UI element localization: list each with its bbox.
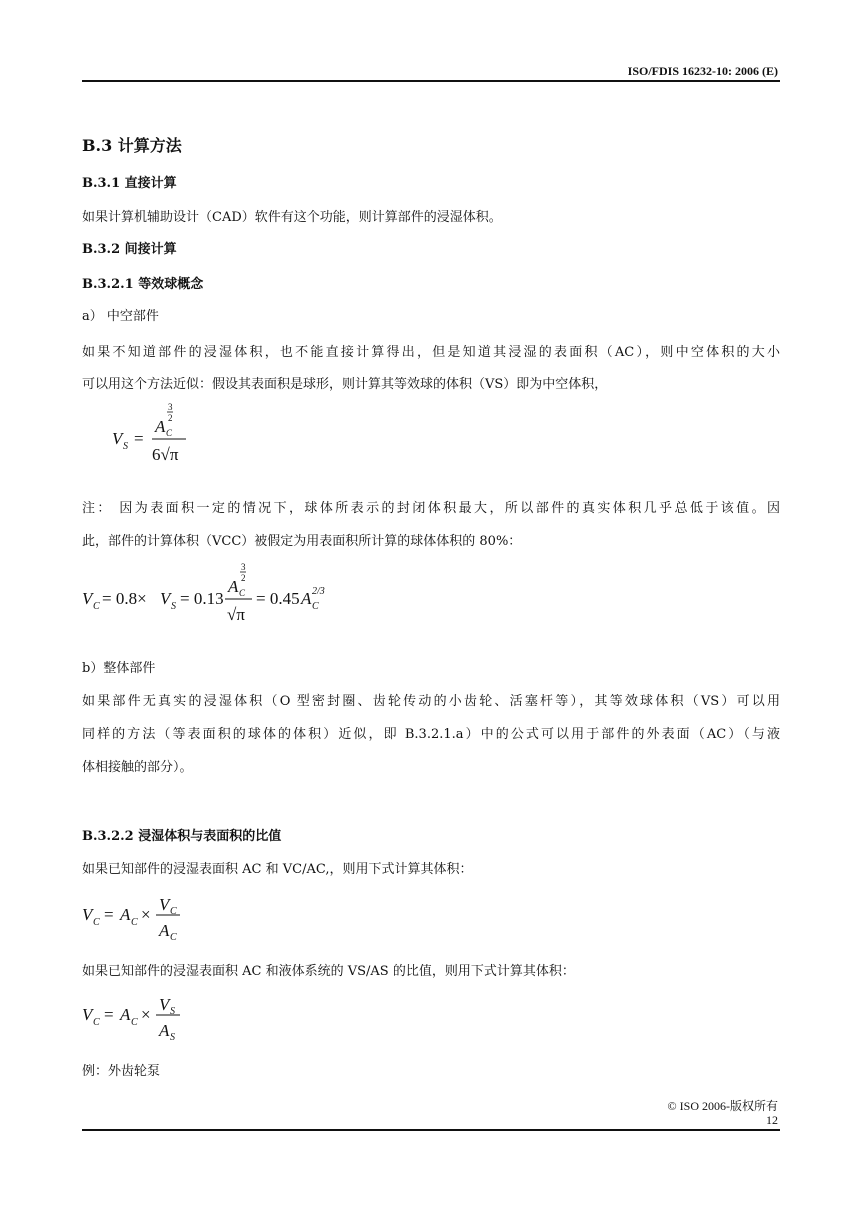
f2-f-exp: 2/3 xyxy=(312,586,325,597)
f3-a-sub: C xyxy=(131,917,138,928)
note-line1: 注： 因为表面积一定的情况下，球体所表示的封闭体积最大，所以部件的真实体积几乎总低于该值。因 xyxy=(82,501,780,516)
f2-f-sub: C xyxy=(312,601,319,612)
f4-eq: = xyxy=(104,1005,114,1024)
f1-den: 6√π xyxy=(152,445,179,464)
f2-f: A xyxy=(301,589,312,608)
f2-a: V xyxy=(82,589,93,608)
item-a-label: a） 中空部件 xyxy=(82,309,159,324)
footer-page-number: 12 xyxy=(766,1113,778,1127)
f2-num: A xyxy=(228,577,239,596)
f1-equals: = xyxy=(134,429,144,448)
para-b-line2: 同样的方法（等表面积的球体的体积）近似，即 B.3.2.1.a）中的公式可以用于部件的外表面（AC）（与液 xyxy=(82,727,780,742)
f3-den-sub: C xyxy=(170,932,177,943)
f4-den-sub: S xyxy=(170,1032,175,1043)
f2-e: = 0.45 xyxy=(256,589,300,608)
f1-lhs: V xyxy=(112,429,123,448)
f4-a-sub: C xyxy=(131,1017,138,1028)
f3-eq: = xyxy=(104,905,114,924)
f3-num-sub: C xyxy=(170,906,177,917)
example-label: 例：外齿轮泵 xyxy=(82,1064,161,1079)
f3-a: A xyxy=(120,905,131,924)
section-b321-title: B.3.2.1 等效球概念 xyxy=(82,277,204,292)
f3-lhs: V xyxy=(82,905,93,924)
para-a-line1: 如果不知道部件的浸湿体积，也不能直接计算得出，但是知道其浸湿的表面积（AC），则中空体积的大小 xyxy=(82,345,780,360)
footer-rule xyxy=(82,1129,780,1131)
f1-lhs-sub: S xyxy=(123,441,128,452)
section-b32-title: B.3.2 间接计算 xyxy=(82,242,177,257)
section-b3-title: B.3 计算方法 xyxy=(82,136,182,155)
f4-num-sub: S xyxy=(170,1006,175,1017)
formula-vs xyxy=(110,398,230,468)
f3-lhs-sub: C xyxy=(93,917,100,928)
f2-a-sub: C xyxy=(93,601,100,612)
para-a-line2: 可以用这个方法近似：假设其表面积是球形，则计算其等效球的体积（VS）即为中空体积， xyxy=(82,377,608,392)
formula-vc-ratio-c xyxy=(80,890,200,950)
f4-times: × xyxy=(141,1005,151,1024)
f4-den: A xyxy=(159,1021,170,1040)
f2-d: = 0.13 xyxy=(180,589,224,608)
header-doc-id: ISO/FDIS 16232-10: 2006 (E) xyxy=(627,64,778,78)
f1-num: A xyxy=(155,417,166,436)
f2-num-sub: C xyxy=(239,588,246,598)
f4-lhs: V xyxy=(82,1005,93,1024)
para-b-line3: 体相接触的部分）。 xyxy=(82,760,193,775)
section-b31-title: B.3.1 直接计算 xyxy=(82,176,177,191)
f4-a: A xyxy=(120,1005,131,1024)
item-b-label: b）整体部件 xyxy=(82,661,156,676)
f2-exp-den: 2 xyxy=(241,573,246,583)
f3-times: × xyxy=(141,905,151,924)
f2-c-sub: S xyxy=(171,601,176,612)
f4-num: V xyxy=(159,995,170,1014)
formula-vc-approx xyxy=(80,560,360,630)
para-b-line1: 如果部件无真实的浸湿体积（O 型密封圈、齿轮传动的小齿轮、活塞杆等），其等效球体积（VS）可以用 xyxy=(82,694,780,709)
f1-num-sub: C xyxy=(166,428,173,438)
header-rule xyxy=(82,80,780,82)
f3-num: V xyxy=(159,895,170,914)
f3-den: A xyxy=(159,921,170,940)
formula-vc-ratio-s xyxy=(80,990,200,1050)
section-b322-title: B.3.2.2 浸湿体积与表面积的比值 xyxy=(82,829,282,844)
f2-b: = 0.8× xyxy=(102,589,147,608)
f1-exp-num: 3 xyxy=(168,402,173,412)
f2-c: V xyxy=(160,589,171,608)
section-b322-para1: 如果已知部件的浸湿表面积 AC 和 VC/AC,，则用下式计算其体积： xyxy=(82,862,473,877)
section-b31-text: 如果计算机辅助设计（CAD）软件有这个功能，则计算部件的浸湿体积。 xyxy=(82,210,502,225)
section-b322-para2: 如果已知部件的浸湿表面积 AC 和液体系统的 VS/AS 的比值，则用下式计算其体积： xyxy=(82,964,575,979)
f2-den: √π xyxy=(227,605,245,624)
f4-lhs-sub: C xyxy=(93,1017,100,1028)
f2-exp-num: 3 xyxy=(241,562,246,572)
note-line2: 此，部件的计算体积（VCC）被假定为用表面积所计算的球体体积的 80%： xyxy=(82,534,522,549)
f1-exp-den: 2 xyxy=(168,413,173,423)
footer-copyright: © ISO 2006-版权所有 xyxy=(667,1099,778,1113)
